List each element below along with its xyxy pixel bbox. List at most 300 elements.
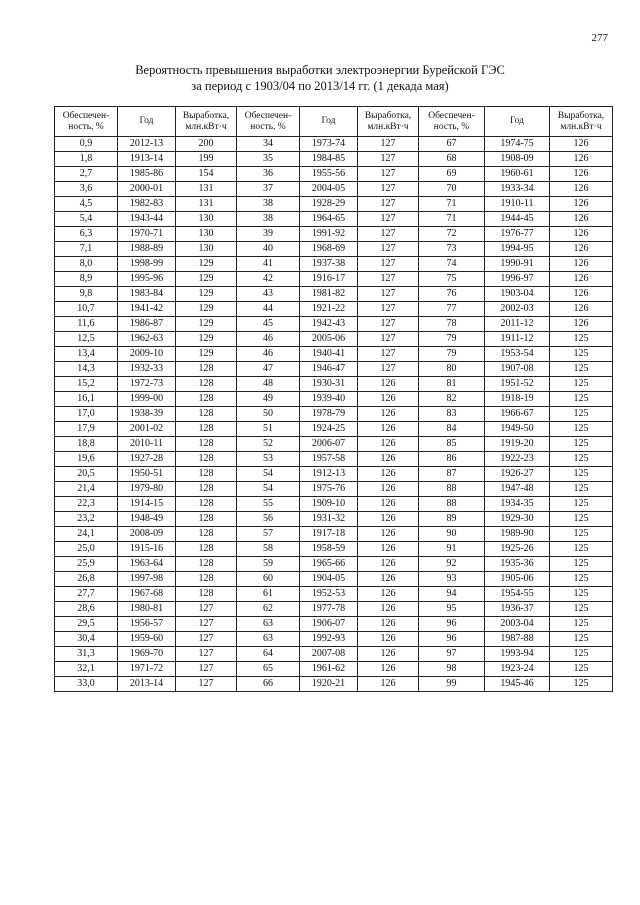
probability-cell: 74 [419,257,485,272]
output-cell: 125 [550,377,613,392]
output-cell: 125 [550,557,613,572]
probability-cell: 62 [237,602,300,617]
table-row [55,407,613,422]
output-cell: 126 [550,197,613,212]
probability-cell: 8,0 [55,257,118,272]
probability-cell: 44 [237,302,300,317]
year-cell: 1969-70 [118,647,176,662]
table-row [55,392,613,407]
probability-cell: 15,2 [55,377,118,392]
probability-cell: 65 [237,662,300,677]
output-cell: 129 [176,317,237,332]
output-cell: 125 [550,632,613,647]
probability-cell: 67 [419,137,485,152]
output-cell: 128 [176,572,237,587]
probability-cell: 43 [237,287,300,302]
year-cell: 1932-33 [118,362,176,377]
year-cell: 1912-13 [300,467,358,482]
probability-cell: 63 [237,632,300,647]
table-row [55,617,613,632]
output-cell: 127 [176,662,237,677]
year-cell: 1988-89 [118,242,176,257]
year-cell: 1985-86 [118,167,176,182]
output-cell: 130 [176,212,237,227]
output-cell: 126 [550,257,613,272]
output-cell: 126 [358,392,419,407]
table-row [55,632,613,647]
table-row [55,302,613,317]
probability-header: Обеспечен-ность, % [419,107,485,137]
year-cell: 2006-07 [300,437,358,452]
output-cell: 125 [550,572,613,587]
probability-cell: 78 [419,317,485,332]
year-cell: 1976-77 [485,227,550,242]
year-header: Год [118,107,176,137]
output-cell: 126 [550,182,613,197]
year-cell: 1960-61 [485,167,550,182]
probability-cell: 20,5 [55,467,118,482]
probability-cell: 5,4 [55,212,118,227]
probability-cell: 13,4 [55,347,118,362]
probability-cell: 14,3 [55,362,118,377]
output-cell: 125 [550,437,613,452]
output-cell: 125 [550,482,613,497]
year-cell: 1972-73 [118,377,176,392]
output-cell: 126 [358,482,419,497]
output-header: Выработка, млн.кВт·ч [358,107,419,137]
year-cell: 1962-63 [118,332,176,347]
year-cell: 1986-87 [118,317,176,332]
year-cell: 1993-94 [485,647,550,662]
year-cell: 1989-90 [485,527,550,542]
year-cell: 1951-52 [485,377,550,392]
output-cell: 127 [358,227,419,242]
year-cell: 1956-57 [118,617,176,632]
probability-cell: 8,9 [55,272,118,287]
year-cell: 1953-54 [485,347,550,362]
year-cell: 1978-79 [300,407,358,422]
table-row [55,557,613,572]
probability-cell: 25,9 [55,557,118,572]
probability-cell: 55 [237,497,300,512]
year-cell: 1964-65 [300,212,358,227]
page-number: 277 [591,32,608,44]
year-cell: 1987-88 [485,632,550,647]
output-cell: 127 [358,362,419,377]
output-cell: 126 [550,227,613,242]
year-cell: 1943-44 [118,212,176,227]
year-cell: 1908-09 [485,152,550,167]
output-cell: 128 [176,437,237,452]
probability-cell: 52 [237,437,300,452]
probability-cell: 88 [419,482,485,497]
year-cell: 1984-85 [300,152,358,167]
year-cell: 1944-45 [485,212,550,227]
probability-cell: 21,4 [55,482,118,497]
probability-cell: 54 [237,482,300,497]
year-cell: 1920-21 [300,677,358,692]
year-cell: 1909-10 [300,497,358,512]
output-cell: 126 [358,602,419,617]
probability-cell: 30,4 [55,632,118,647]
output-cell: 128 [176,482,237,497]
year-cell: 1934-35 [485,497,550,512]
output-cell: 127 [358,317,419,332]
output-cell: 125 [550,362,613,377]
output-cell: 200 [176,137,237,152]
output-cell: 126 [358,677,419,692]
year-cell: 1958-59 [300,542,358,557]
output-cell: 127 [358,332,419,347]
year-cell: 1914-15 [118,497,176,512]
table-row [55,647,613,662]
year-cell: 1948-49 [118,512,176,527]
output-cell: 126 [550,272,613,287]
output-cell: 127 [358,137,419,152]
year-cell: 1903-04 [485,287,550,302]
year-cell: 1941-42 [118,302,176,317]
table-row [55,347,613,362]
year-cell: 2001-02 [118,422,176,437]
output-cell: 128 [176,392,237,407]
year-cell: 1929-30 [485,512,550,527]
probability-cell: 98 [419,662,485,677]
output-cell: 128 [176,377,237,392]
table-row [55,662,613,677]
table-row [55,572,613,587]
probability-cell: 24,1 [55,527,118,542]
output-cell: 126 [358,617,419,632]
probability-cell: 49 [237,392,300,407]
year-cell: 1946-47 [300,362,358,377]
probability-cell: 28,6 [55,602,118,617]
year-cell: 2009-10 [118,347,176,362]
year-cell: 2013-14 [118,677,176,692]
probability-cell: 89 [419,512,485,527]
output-cell: 129 [176,257,237,272]
probability-cell: 23,2 [55,512,118,527]
table-row [55,212,613,227]
probability-cell: 51 [237,422,300,437]
year-cell: 1998-99 [118,257,176,272]
year-cell: 1952-53 [300,587,358,602]
year-cell: 1922-23 [485,452,550,467]
probability-cell: 54 [237,467,300,482]
year-cell: 1975-76 [300,482,358,497]
output-header: Выработка, млн.кВт·ч [176,107,237,137]
probability-cell: 96 [419,617,485,632]
year-cell: 1921-22 [300,302,358,317]
probability-table [54,106,613,692]
probability-cell: 80 [419,362,485,377]
output-cell: 125 [550,677,613,692]
output-cell: 127 [358,152,419,167]
probability-cell: 47 [237,362,300,377]
output-cell: 127 [358,347,419,362]
table-row [55,377,613,392]
year-cell: 1933-34 [485,182,550,197]
year-cell: 1996-97 [485,272,550,287]
year-cell: 1974-75 [485,137,550,152]
year-cell: 2008-09 [118,527,176,542]
output-cell: 127 [358,212,419,227]
probability-cell: 31,3 [55,647,118,662]
output-cell: 125 [550,452,613,467]
probability-cell: 39 [237,227,300,242]
table-row [55,317,613,332]
probability-cell: 6,3 [55,227,118,242]
probability-cell: 79 [419,332,485,347]
probability-cell: 87 [419,467,485,482]
probability-cell: 22,3 [55,497,118,512]
year-cell: 1926-27 [485,467,550,482]
probability-cell: 40 [237,242,300,257]
output-cell: 127 [358,257,419,272]
output-cell: 128 [176,362,237,377]
probability-cell: 12,5 [55,332,118,347]
probability-cell: 79 [419,347,485,362]
year-cell: 2005-06 [300,332,358,347]
year-cell: 1931-32 [300,512,358,527]
year-cell: 1970-71 [118,227,176,242]
output-cell: 128 [176,527,237,542]
probability-cell: 72 [419,227,485,242]
output-cell: 125 [550,527,613,542]
output-cell: 128 [176,512,237,527]
year-cell: 1916-17 [300,272,358,287]
year-cell: 2010-11 [118,437,176,452]
year-cell: 1907-08 [485,362,550,377]
table-row [55,527,613,542]
table-row [55,167,613,182]
probability-cell: 10,7 [55,302,118,317]
output-cell: 128 [176,407,237,422]
year-cell: 1949-50 [485,422,550,437]
output-cell: 126 [358,452,419,467]
probability-cell: 17,9 [55,422,118,437]
year-cell: 1938-39 [118,407,176,422]
output-cell: 127 [358,287,419,302]
year-cell: 1947-48 [485,482,550,497]
output-cell: 128 [176,542,237,557]
year-cell: 1910-11 [485,197,550,212]
year-cell: 2012-13 [118,137,176,152]
output-cell: 125 [550,407,613,422]
output-cell: 125 [550,422,613,437]
output-cell: 125 [550,647,613,662]
year-cell: 1917-18 [300,527,358,542]
output-cell: 129 [176,347,237,362]
output-cell: 129 [176,287,237,302]
year-cell: 1979-80 [118,482,176,497]
year-cell: 2000-01 [118,182,176,197]
probability-cell: 29,5 [55,617,118,632]
probability-cell: 83 [419,407,485,422]
probability-cell: 60 [237,572,300,587]
year-cell: 1904-05 [300,572,358,587]
year-cell: 1997-98 [118,572,176,587]
probability-cell: 97 [419,647,485,662]
output-cell: 126 [550,317,613,332]
output-cell: 126 [550,302,613,317]
probability-cell: 91 [419,542,485,557]
output-cell: 126 [358,572,419,587]
year-cell: 1957-58 [300,452,358,467]
output-cell: 129 [176,272,237,287]
table-row [55,272,613,287]
output-cell: 126 [358,407,419,422]
probability-cell: 18,8 [55,437,118,452]
probability-cell: 73 [419,242,485,257]
output-cell: 126 [550,137,613,152]
page-title [0,62,640,94]
table-row [55,467,613,482]
year-cell: 1955-56 [300,167,358,182]
probability-cell: 59 [237,557,300,572]
probability-cell: 84 [419,422,485,437]
output-cell: 154 [176,167,237,182]
probability-cell: 70 [419,182,485,197]
output-cell: 126 [358,557,419,572]
year-cell: 1924-25 [300,422,358,437]
output-cell: 127 [358,242,419,257]
table-row [55,437,613,452]
probability-cell: 88 [419,497,485,512]
probability-cell: 7,1 [55,242,118,257]
probability-cell: 9,8 [55,287,118,302]
probability-cell: 92 [419,557,485,572]
year-cell: 2011-12 [485,317,550,332]
probability-cell: 56 [237,512,300,527]
output-cell: 130 [176,242,237,257]
output-cell: 126 [358,437,419,452]
table-row [55,227,613,242]
output-cell: 131 [176,182,237,197]
probability-cell: 93 [419,572,485,587]
year-cell: 1971-72 [118,662,176,677]
probability-cell: 33,0 [55,677,118,692]
output-cell: 126 [358,467,419,482]
output-cell: 131 [176,197,237,212]
probability-cell: 45 [237,317,300,332]
year-cell: 1981-82 [300,287,358,302]
year-cell: 1918-19 [485,392,550,407]
probability-cell: 42 [237,272,300,287]
probability-cell: 53 [237,452,300,467]
probability-cell: 75 [419,272,485,287]
output-cell: 125 [550,542,613,557]
table-row [55,512,613,527]
output-cell: 128 [176,467,237,482]
probability-cell: 94 [419,587,485,602]
output-cell: 125 [550,497,613,512]
year-cell: 1961-62 [300,662,358,677]
output-cell: 126 [358,422,419,437]
probability-cell: 99 [419,677,485,692]
output-cell: 127 [176,647,237,662]
year-cell: 1906-07 [300,617,358,632]
probability-cell: 37 [237,182,300,197]
output-cell: 128 [176,557,237,572]
table-row [55,257,613,272]
year-cell: 1939-40 [300,392,358,407]
output-cell: 127 [176,602,237,617]
output-cell: 126 [358,542,419,557]
probability-cell: 82 [419,392,485,407]
probability-cell: 38 [237,212,300,227]
year-cell: 1945-46 [485,677,550,692]
year-cell: 1919-20 [485,437,550,452]
year-cell: 1967-68 [118,587,176,602]
probability-cell: 96 [419,632,485,647]
year-cell: 1936-37 [485,602,550,617]
table-row [55,452,613,467]
year-cell: 1935-36 [485,557,550,572]
table-row [55,332,613,347]
table-row [55,602,613,617]
table-row [55,242,613,257]
probability-cell: 64 [237,647,300,662]
probability-header: Обеспечен-ность, % [55,107,118,137]
output-cell: 126 [550,242,613,257]
output-header: Выработка, млн.кВт·ч [550,107,613,137]
probability-cell: 57 [237,527,300,542]
year-cell: 1994-95 [485,242,550,257]
year-cell: 1942-43 [300,317,358,332]
table-row [55,152,613,167]
output-cell: 126 [358,377,419,392]
year-cell: 1923-24 [485,662,550,677]
year-cell: 1999-00 [118,392,176,407]
year-cell: 1965-66 [300,557,358,572]
year-cell: 1959-60 [118,632,176,647]
probability-cell: 26,8 [55,572,118,587]
table-row [55,497,613,512]
probability-cell: 34 [237,137,300,152]
probability-cell: 85 [419,437,485,452]
year-cell: 1963-64 [118,557,176,572]
probability-cell: 17,0 [55,407,118,422]
year-cell: 1977-78 [300,602,358,617]
year-cell: 2007-08 [300,647,358,662]
output-cell: 127 [176,632,237,647]
output-cell: 127 [358,167,419,182]
table-row [55,482,613,497]
output-cell: 125 [550,512,613,527]
year-cell: 1995-96 [118,272,176,287]
output-cell: 125 [550,467,613,482]
probability-cell: 0,9 [55,137,118,152]
year-cell: 1915-16 [118,542,176,557]
probability-cell: 71 [419,197,485,212]
output-cell: 199 [176,152,237,167]
year-cell: 1937-38 [300,257,358,272]
output-cell: 126 [358,647,419,662]
table-row [55,422,613,437]
output-cell: 126 [550,287,613,302]
year-cell: 1982-83 [118,197,176,212]
output-cell: 127 [176,677,237,692]
table-header-row [55,107,613,137]
table-row [55,287,613,302]
output-cell: 126 [358,587,419,602]
probability-cell: 86 [419,452,485,467]
table-row [55,587,613,602]
probability-cell: 68 [419,152,485,167]
year-cell: 1968-69 [300,242,358,257]
output-cell: 125 [550,347,613,362]
probability-cell: 25,0 [55,542,118,557]
